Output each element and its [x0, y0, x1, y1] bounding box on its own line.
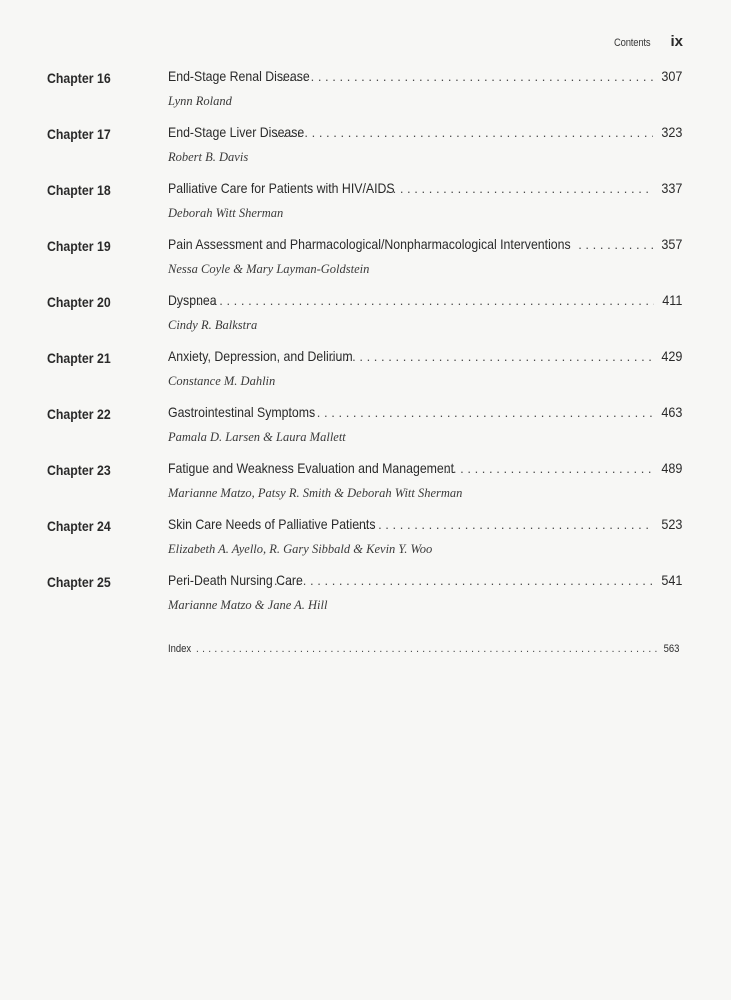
chapter-page: 323	[660, 124, 682, 140]
toc-entry-chapter-21	[0, 348, 731, 404]
chapter-label: Chapter 16	[47, 70, 111, 86]
chapter-title-line	[168, 404, 682, 420]
chapter-authors: Robert B. Davis	[168, 150, 249, 164]
dot-leader	[274, 573, 653, 588]
toc-entry-chapter-24	[0, 516, 731, 572]
chapter-title: Dyspnea	[168, 292, 217, 308]
dot-leader	[196, 643, 657, 655]
table-of-contents	[0, 68, 731, 628]
dot-leader	[578, 237, 652, 252]
chapter-page: 411	[661, 292, 682, 308]
dot-leader	[275, 125, 652, 140]
dot-leader	[282, 69, 653, 84]
chapter-label: Chapter 21	[47, 350, 111, 366]
running-head-section: Contents	[613, 37, 651, 49]
dot-leader	[176, 293, 654, 308]
chapter-page: 489	[660, 460, 682, 476]
chapter-authors: Pamala D. Larsen & Laura Mallett	[168, 430, 346, 444]
chapter-authors: Marianne Matzo, Patsy R. Smith & Deborah Witt Sherman	[168, 486, 463, 500]
dot-leader	[356, 517, 652, 532]
chapter-authors: Cindy R. Balkstra	[168, 318, 258, 332]
chapter-authors: Elizabeth A. Ayello, R. Gary Sibbald & Kevin Y. Woo	[168, 542, 433, 556]
chapter-authors: Marianne Matzo & Jane A. Hill	[168, 598, 328, 612]
chapter-label: Chapter 23	[47, 462, 111, 478]
chapter-label: Chapter 24	[47, 518, 111, 534]
chapter-page: 541	[660, 572, 682, 588]
chapter-title: Gastrointestinal Symptoms	[168, 404, 316, 420]
chapter-page: 429	[660, 348, 682, 364]
chapter-page: 357	[660, 236, 682, 252]
toc-entry-chapter-25	[0, 572, 731, 628]
toc-entry-chapter-19	[0, 236, 731, 292]
toc-entry-index	[168, 643, 679, 655]
chapter-title: Skin Care Needs of Palliative Patients	[168, 516, 376, 532]
chapter-label: Chapter 25	[47, 574, 111, 590]
chapter-title-line	[168, 236, 682, 252]
running-head	[608, 33, 683, 50]
page-number: ix	[670, 33, 683, 50]
chapter-title-line	[168, 572, 682, 588]
dot-leader	[378, 181, 652, 196]
chapter-title-line	[168, 292, 682, 308]
chapter-label: Chapter 17	[47, 126, 111, 142]
chapter-label: Chapter 20	[47, 294, 111, 310]
toc-entry-chapter-17	[0, 124, 731, 180]
chapter-title: Palliative Care for Patients with HIV/AIDS	[168, 180, 395, 196]
chapter-label: Chapter 19	[47, 238, 111, 254]
chapter-authors: Constance M. Dahlin	[168, 374, 276, 388]
chapter-authors: Nessa Coyle & Mary Layman-Goldstein	[168, 262, 370, 276]
chapter-label: Chapter 22	[47, 406, 111, 422]
chapter-title-line	[168, 348, 682, 364]
dot-leader	[288, 405, 653, 420]
chapter-authors: Lynn Roland	[168, 94, 232, 108]
index-title: Index	[168, 643, 192, 655]
chapter-title-line	[168, 124, 682, 140]
toc-entry-chapter-20	[0, 292, 731, 348]
dot-leader	[330, 349, 652, 364]
index-page: 563	[663, 643, 679, 655]
chapter-title: End-Stage Renal Disease	[168, 68, 310, 84]
chapter-page: 337	[660, 180, 682, 196]
chapter-authors: Deborah Witt Sherman	[168, 206, 284, 220]
chapter-title: Fatigue and Weakness Evaluation and Management	[168, 460, 455, 476]
chapter-title: Anxiety, Depression, and Delirium	[168, 348, 353, 364]
chapter-page: 523	[660, 516, 682, 532]
chapter-title: Pain Assessment and Pharmacological/Nonpharmacological Interventions	[168, 236, 571, 252]
toc-entry-chapter-22	[0, 404, 731, 460]
chapter-title-line	[168, 68, 682, 84]
toc-entry-chapter-16	[0, 68, 731, 124]
chapter-title-line	[168, 460, 682, 476]
chapter-title: Peri-Death Nursing Care	[168, 572, 303, 588]
toc-entry-chapter-23	[0, 460, 731, 516]
chapter-title-line	[168, 180, 682, 196]
chapter-page: 463	[660, 404, 682, 420]
chapter-page: 307	[660, 68, 682, 84]
dot-leader	[446, 461, 653, 476]
chapter-title: End-Stage Liver Disease	[168, 124, 305, 140]
chapter-title-line	[168, 516, 682, 532]
toc-entry-chapter-18	[0, 180, 731, 236]
chapter-label: Chapter 18	[47, 182, 111, 198]
